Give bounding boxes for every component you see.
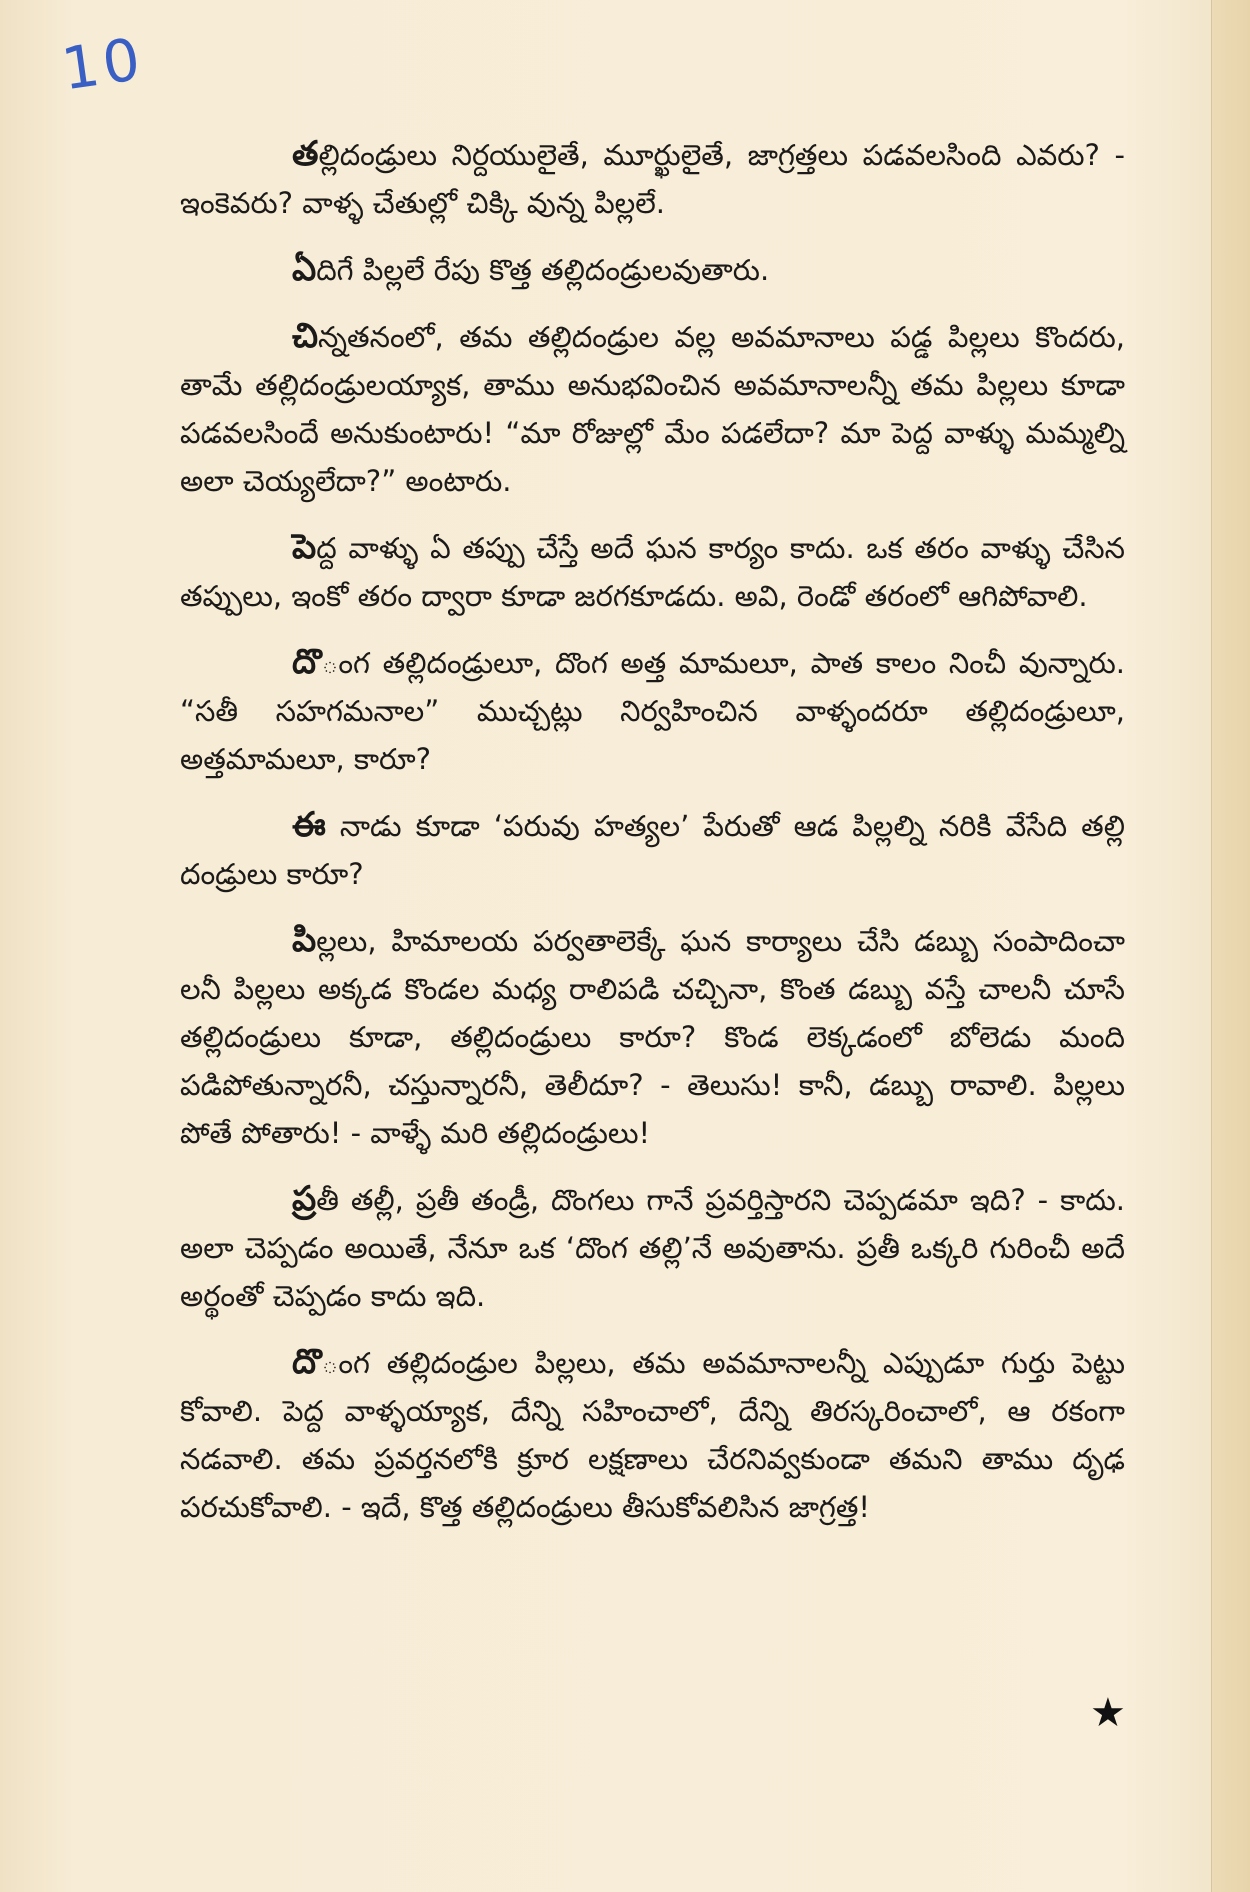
paragraph-text: ల్లిదండ్రులు నిర్దయులైతే, మూర్ఖులైతే, జాగ్రత్తలు పడవలసింది ఎవరు? - ఇంకెవరు? వాళ్ళ చేతుల్లో చిక్కి వున్న పిల్లలే.: [180, 138, 1125, 220]
paragraph-text: ంగ తల్లిదండ్రుల పిల్లలు, తమ అవమానాలన్నీ ఎప్పుడూ గుర్తు పెట్టు కోవాలి. పెద్ద వాళ్ళయ్యాక, దేన్ని సహించాలో, దేన్ని తిరస్కరించాలో, ఆ రకంగా నడవాలి. తమ ప్రవర్తనలోకి క్రూర లక్షణాలు చేరనివ్వకుండా తమని తాము దృఢ పరచుకోవాలి. - ఇదే, కొత్త తల్లిదండ్రులు తీసుకోవలిసిన జాగ్రత్త!: [180, 1346, 1125, 1524]
page-edge-strip: [1211, 0, 1250, 1892]
end-star-icon: ★: [1090, 1690, 1126, 1736]
drop-letter: దొ: [292, 1342, 322, 1382]
paragraph-7: [180, 916, 1125, 1157]
drop-letter: త: [292, 134, 319, 174]
drop-letter: ఏ: [292, 249, 317, 289]
paragraph-5: [180, 638, 1125, 783]
paragraph-9: [180, 1338, 1125, 1531]
paragraph-text: నాడు కూడా ‘పరువు హత్యల’ పేరుతో ఆడ పిల్లల్ని నరికి వేసేది తల్లి దండ్రులు కారూ?: [180, 809, 1125, 891]
drop-letter: చి: [292, 316, 319, 356]
paragraph-3: [180, 312, 1125, 505]
handwritten-page-number: 10: [57, 24, 149, 104]
paragraph-text: ద్ద వాళ్ళు ఏ తప్పు చేస్తే అదే ఘన కార్యం కాదు. ఒక తరం వాళ్ళు చేసిన తప్పులు, ఇంకో తరం ద్వారా కూడా జరగకూడదు. అవి, రెండో తరంలో ఆగిపోవాలి.: [180, 531, 1125, 613]
drop-letter: ప్ర: [292, 1179, 317, 1219]
drop-letter: ఈ: [292, 805, 326, 845]
paragraph-1: [180, 130, 1125, 227]
drop-letter: పె: [292, 527, 317, 567]
body-text: [180, 130, 1125, 1549]
paragraph-text: ంగ తల్లిదండ్రులూ, దొంగ అత్త మామలూ, పాత కాలం నించీ వున్నారు. “సతీ సహగమనాల” ముచ్చట్లు నిర్వహించిన వాళ్ళందరూ తల్లిదండ్రులూ, అత్తమామలూ, కారూ?: [180, 646, 1125, 776]
drop-letter: దొ: [292, 642, 322, 682]
paragraph-text: ల్లలు, హిమాలయ పర్వతాలెక్కే ఘన కార్యాలు చేసి డబ్బు సంపాదించా లనీ పిల్లలు అక్కడ కొండల మధ్య రాలిపడి చచ్చినా, కొంత డబ్బు వస్తే చాలనీ చూసే తల్లిదండ్రులు కూడా, తల్లిదండ్రులు కారూ? కొండ లెక్కడంలో బోలెడు మంది పడిపోతున్నారనీ, చస్తున్నారనీ, తెలీదూ? - తెలుసు! కానీ, డబ్బు రావాలి. పిల్లలు పోతే పోతారు! - వాళ్ళే మరి తల్లిదండ్రులు!: [180, 924, 1125, 1150]
paragraph-6: [180, 801, 1125, 898]
paragraph-8: [180, 1175, 1125, 1320]
paragraph-text: న్నతనంలో, తమ తల్లిదండ్రుల వల్ల అవమానాలు పడ్డ పిల్లలు కొందరు, తామే తల్లిదండ్రులయ్యాక, తాము అనుభవించిన అవమానాలన్నీ తమ పిల్లలు కూడా పడవలసిందే అనుకుంటారు! “మా రోజుల్లో మేం పడలేదా? మా పెద్ద వాళ్ళు మమ్మల్ని అలా చెయ్యలేదా?” అంటారు.: [180, 320, 1125, 498]
drop-letter: పి: [292, 920, 317, 960]
paragraph-2: [180, 245, 1125, 294]
paragraph-text: తీ తల్లీ, ప్రతీ తండ్రీ, దొంగలు గానే ప్రవర్తిస్తారని చెప్పడమా ఇది? - కాదు. అలా చెప్పడం అయితే, నేనూ ఒక ‘దొంగ తల్లి’నే అవుతాను. ప్రతీ ఒక్కరి గురించీ అదే అర్థంతో చెప్పడం కాదు ఇది.: [180, 1183, 1125, 1313]
paragraph-text: దిగే పిల్లలే రేపు కొత్త తల్లిదండ్రులవుతారు.: [316, 253, 770, 287]
paragraph-4: [180, 523, 1125, 620]
